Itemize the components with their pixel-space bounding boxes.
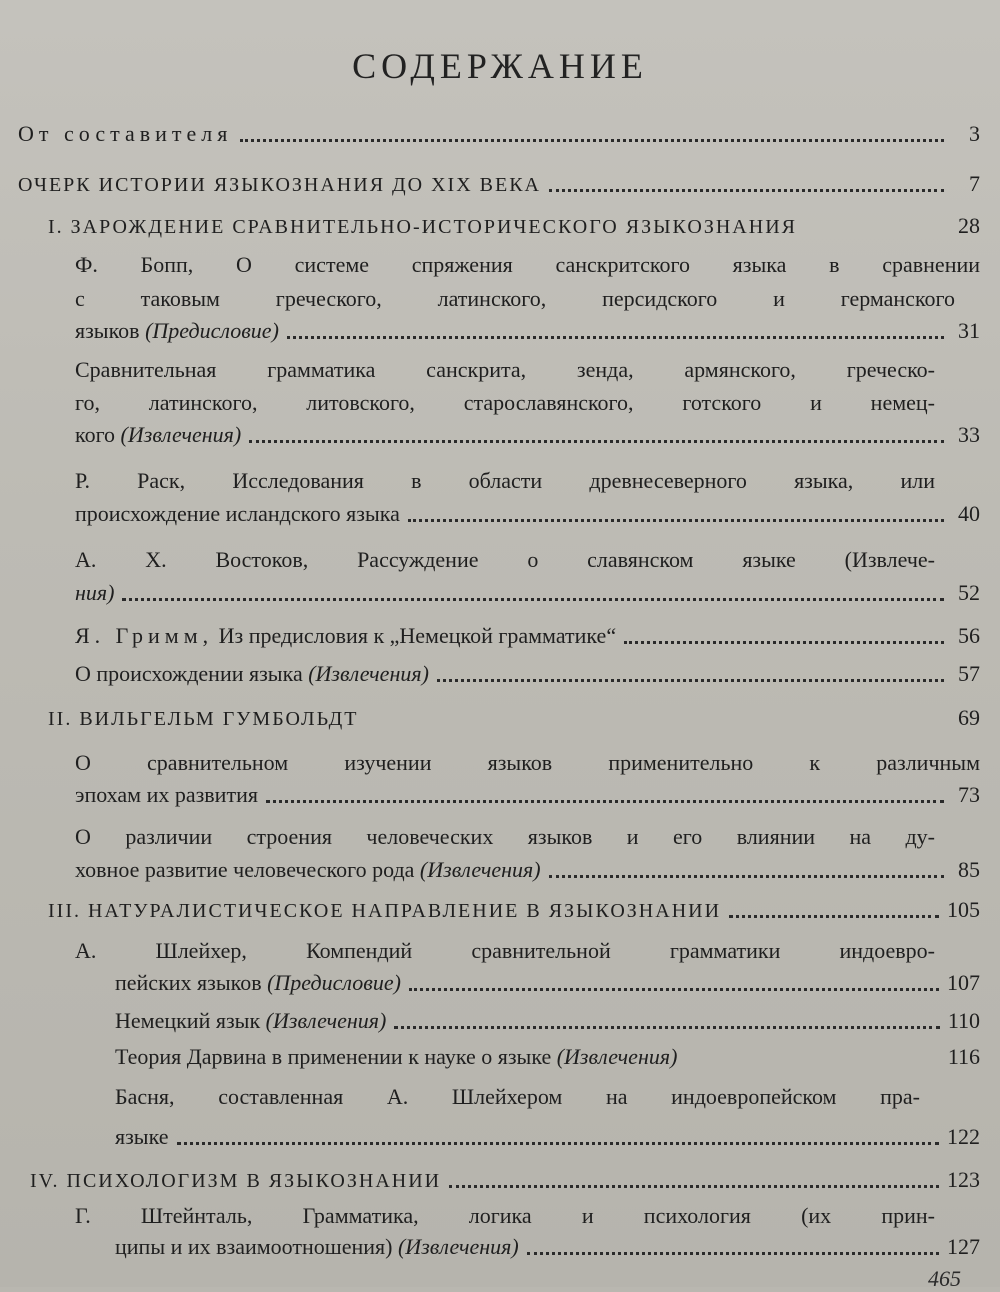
page-number: 465: [928, 1266, 961, 1291]
toc-entry-humb2-line1: О различии строения человеческих языков и его влиянии на ду-: [75, 824, 935, 849]
leader-dots: [287, 335, 944, 339]
leader-dots: [729, 914, 939, 918]
entry-page: 7: [969, 171, 980, 196]
entry-page: 122: [947, 1124, 980, 1149]
entry-note: ния): [75, 580, 115, 605]
entry-title: О системе спряжения санскритского языка в сравнении: [236, 252, 981, 277]
leader-dots: [449, 1184, 939, 1188]
entry-note: (Извлечения): [265, 1008, 387, 1033]
entry-title: языков: [75, 318, 140, 343]
entry-author: Р. Раск,: [75, 468, 186, 493]
entry-title: пейских языков: [115, 970, 262, 995]
entry-title: ципы и их взаимоотношения): [115, 1234, 393, 1259]
toc-entry-compiler: [18, 116, 980, 152]
entry-title: ОЧЕРК ИСТОРИИ ЯЗЫКОЗНАНИЯ ДО XIX ВЕКА: [18, 174, 542, 196]
leader-dots: [266, 799, 944, 803]
leader-dots: [240, 138, 944, 142]
entry-title: Грамматика, логика и психология (их прин-: [302, 1203, 935, 1228]
entry-page: 110: [947, 1008, 980, 1033]
leader-dots: [122, 597, 944, 601]
entry-title: кого: [75, 422, 116, 447]
toc-entry-humb2-line2: [75, 852, 980, 888]
toc-entry-rask-line2: [75, 496, 980, 532]
entry-author: Ф. Бопп,: [75, 252, 194, 277]
entry-title: От составителя: [18, 121, 233, 146]
section-title: II. ВИЛЬГЕЛЬМ ГУМБОЛЬДТ: [48, 708, 359, 730]
section-page: 123: [947, 1167, 980, 1192]
toc-entry-rask-line1: [75, 463, 935, 499]
leader-space: [366, 724, 944, 725]
entry-note: (Извлечения): [308, 661, 429, 686]
entry-title: ховное развитие человеческого рода: [75, 857, 415, 882]
entry-author: А. Х. Востоков,: [75, 547, 309, 572]
entry-page: 107: [947, 970, 980, 995]
entry-page: 127: [947, 1234, 980, 1259]
toc-entry-grimm2: [75, 656, 980, 692]
section-title: III. НАТУРАЛИСТИЧЕСКОЕ НАПРАВЛЕНИЕ В ЯЗЫКОЗНАНИИ: [48, 900, 722, 922]
toc-entry-vostokov-line1: [75, 542, 935, 578]
leader-dots: [549, 874, 944, 878]
toc-entry-bopp-line1: [75, 247, 980, 283]
page-title: СОДЕРЖАНИЕ: [352, 46, 648, 86]
entry-title: О происхождении языка: [75, 661, 303, 686]
toc-entry-schl2: [115, 1003, 980, 1039]
toc-entry-schl1-line2: [115, 965, 980, 1001]
entry-author: А. Шлейхер,: [75, 938, 247, 963]
entry-note: (Предисловие): [267, 970, 401, 995]
entry-title: эпохам их развития: [75, 782, 258, 807]
entry-note: (Извлече-: [844, 547, 936, 572]
entry-title: Из предисловия к „Немецкой грамматике“: [218, 623, 617, 648]
section-page: 28: [958, 213, 980, 238]
entry-page: 52: [958, 580, 980, 605]
entry-title: Теория Дарвина в применении к науке о языке: [115, 1044, 552, 1069]
toc-section-1: [48, 208, 980, 244]
toc-section-2: [48, 700, 980, 736]
entry-page: 73: [958, 782, 980, 807]
leader-dots: [527, 1251, 939, 1255]
section-page: 69: [958, 705, 980, 730]
toc-entry-vostokov-line2: [75, 575, 980, 611]
entry-page: 40: [958, 501, 980, 526]
toc-entry-schl4-line1: Басня, составленная А. Шлейхером на индоевропейском пра-: [115, 1084, 920, 1109]
toc-entry-humb1-line1: О сравнительном изучении языков применительно к различным: [75, 750, 980, 775]
toc-entry-humb1-line2: [75, 777, 980, 813]
entry-page: 31: [958, 318, 980, 343]
entry-page: 33: [958, 422, 980, 447]
entry-title: языке: [115, 1124, 169, 1149]
leader-space: [805, 232, 944, 233]
entry-title: Рассуждение о славянском языке: [357, 547, 796, 572]
entry-page: 85: [958, 857, 980, 882]
leader-dots: [437, 678, 944, 682]
section-title: I. ЗАРОЖДЕНИЕ СРАВНИТЕЛЬНО-ИСТОРИЧЕСКОГО ЯЗЫКОЗНАНИЯ: [48, 216, 797, 238]
entry-author: Г. Штейнталь,: [75, 1203, 253, 1228]
entry-title: Немецкий язык: [115, 1008, 261, 1033]
section-page: 105: [947, 897, 980, 922]
toc-entry-bopp2-line3: [75, 417, 980, 453]
entry-title: Исследования в области древнесеверного языка, или: [232, 468, 935, 493]
toc-entry-bopp-line2: с таковым греческого, латинского, персидского и германского: [75, 286, 955, 311]
toc-entry-stein-line2: [115, 1229, 980, 1265]
entry-note: (Извлечения): [120, 422, 242, 447]
entry-page: 3: [969, 121, 980, 146]
entry-note: (Извлечения): [419, 857, 541, 882]
entry-title: происхождение исландского языка: [75, 501, 400, 526]
toc-entry-grimm: [75, 618, 980, 654]
leader-dots: [177, 1141, 940, 1145]
toc-entry-bopp-line3: [75, 313, 980, 349]
leader-dots: [409, 987, 939, 991]
toc-section-4: [30, 1162, 980, 1198]
section-title: IV. ПСИХОЛОГИЗМ В ЯЗЫКОЗНАНИИ: [30, 1170, 442, 1192]
toc-entry-bopp2-line2: го, латинского, литовского, старославянского, готского и немец-: [75, 390, 935, 415]
entry-page: 57: [958, 661, 980, 686]
entry-note: (Предисловие): [145, 318, 279, 343]
entry-author: Я. Гримм,: [75, 623, 214, 648]
leader-dots: [394, 1025, 939, 1029]
toc-entry-schl4-line2: [115, 1119, 980, 1155]
leader-space: [685, 1063, 939, 1064]
toc-section-3: [48, 892, 980, 928]
entry-note: (Извлечения): [556, 1044, 678, 1069]
toc-entry-history: [18, 166, 980, 202]
leader-dots: [549, 188, 944, 192]
toc-entry-bopp2-line1: Сравнительная грамматика санскрита, зенда, армянского, греческо-: [75, 357, 935, 382]
leader-dots: [249, 439, 944, 443]
toc-entry-schl1-line1: [75, 933, 935, 969]
leader-dots: [624, 640, 944, 644]
entry-title: Компендий сравнительной грамматики индоевро-: [306, 938, 935, 963]
toc-entry-schl3: [115, 1039, 980, 1075]
entry-page: 56: [958, 623, 980, 648]
leader-dots: [408, 518, 944, 522]
entry-page: 116: [947, 1044, 980, 1069]
entry-note: (Извлечения): [397, 1234, 519, 1259]
